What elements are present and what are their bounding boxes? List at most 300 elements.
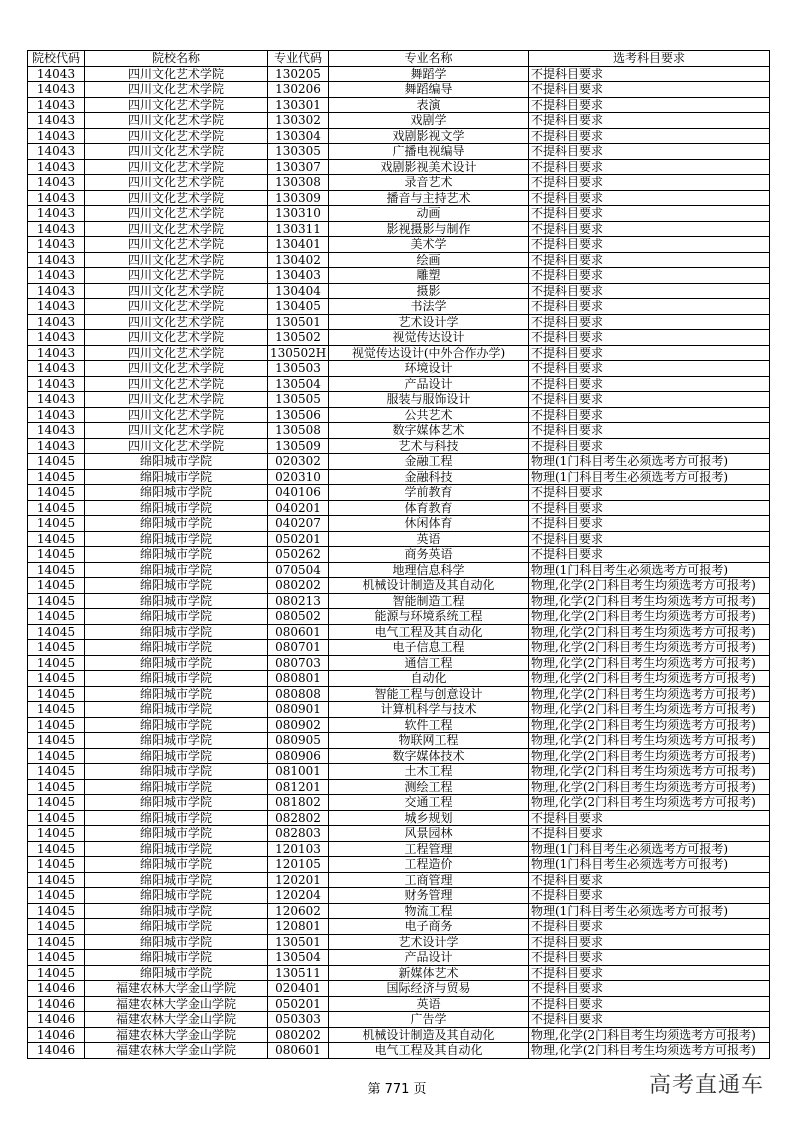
cell-school-name: 绵阳城市学院 — [85, 733, 268, 749]
cell-school-name: 四川文化艺术学院 — [85, 144, 268, 160]
table-header-row — [28, 51, 770, 67]
cell-major-code: 130302 — [268, 113, 329, 129]
cell-school-code: 14045 — [28, 748, 85, 764]
cell-school-code: 14045 — [28, 717, 85, 733]
cell-subject-requirement: 不提科目要求 — [529, 345, 770, 361]
cell-major-name: 艺术与科技 — [329, 438, 529, 454]
cell-school-code: 14043 — [28, 407, 85, 423]
cell-subject-requirement: 物理,化学(2门科目考生均须选考方可报考) — [529, 733, 770, 749]
cell-school-code: 14045 — [28, 857, 85, 873]
cell-school-name: 四川文化艺术学院 — [85, 361, 268, 377]
table-row — [28, 717, 770, 733]
cell-school-code: 14045 — [28, 671, 85, 687]
cell-school-code: 14045 — [28, 454, 85, 470]
cell-major-name: 休闲体育 — [329, 516, 529, 532]
cell-major-name: 商务英语 — [329, 547, 529, 563]
cell-major-name: 地理信息科学 — [329, 562, 529, 578]
cell-major-name: 测绘工程 — [329, 779, 529, 795]
cell-major-name: 英语 — [329, 996, 529, 1012]
cell-school-name: 四川文化艺术学院 — [85, 82, 268, 98]
cell-major-code: 020310 — [268, 469, 329, 485]
cell-major-code: 050201 — [268, 531, 329, 547]
cell-school-code: 14045 — [28, 841, 85, 857]
table-row — [28, 237, 770, 253]
cell-major-name: 通信工程 — [329, 655, 529, 671]
cell-school-name: 四川文化艺术学院 — [85, 345, 268, 361]
cell-major-code: 020302 — [268, 454, 329, 470]
cell-major-name: 书法学 — [329, 299, 529, 315]
cell-major-name: 自动化 — [329, 671, 529, 687]
cell-subject-requirement: 不提科目要求 — [529, 159, 770, 175]
cell-major-code: 130509 — [268, 438, 329, 454]
cell-major-code: 130311 — [268, 221, 329, 237]
cell-major-code: 130505 — [268, 392, 329, 408]
cell-major-name: 电子信息工程 — [329, 640, 529, 656]
cell-major-name: 舞蹈学 — [329, 66, 529, 82]
cell-school-name: 四川文化艺术学院 — [85, 159, 268, 175]
cell-subject-requirement: 不提科目要求 — [529, 516, 770, 532]
cell-major-name: 金融科技 — [329, 469, 529, 485]
cell-subject-requirement: 不提科目要求 — [529, 996, 770, 1012]
cell-school-code: 14043 — [28, 159, 85, 175]
cell-major-code: 130205 — [268, 66, 329, 82]
cell-major-code: 120602 — [268, 903, 329, 919]
cell-subject-requirement: 不提科目要求 — [529, 299, 770, 315]
cell-school-code: 14043 — [28, 190, 85, 206]
cell-major-code: 130506 — [268, 407, 329, 423]
cell-school-name: 绵阳城市学院 — [85, 500, 268, 516]
admission-table-container — [27, 50, 769, 1059]
cell-subject-requirement: 不提科目要求 — [529, 66, 770, 82]
table-row — [28, 221, 770, 237]
cell-major-name: 风景园林 — [329, 826, 529, 842]
cell-school-code: 14045 — [28, 965, 85, 981]
cell-subject-requirement: 物理,化学(2门科目考生均须选考方可报考) — [529, 795, 770, 811]
cell-subject-requirement: 不提科目要求 — [529, 82, 770, 98]
cell-school-code: 14045 — [28, 593, 85, 609]
cell-subject-requirement: 物理,化学(2门科目考生均须选考方可报考) — [529, 779, 770, 795]
cell-school-name: 绵阳城市学院 — [85, 593, 268, 609]
table-row — [28, 299, 770, 315]
cell-major-name: 金融工程 — [329, 454, 529, 470]
cell-school-code: 14045 — [28, 485, 85, 501]
table-row — [28, 810, 770, 826]
cell-school-code: 14046 — [28, 1012, 85, 1028]
header-school-code: 院校代码 — [28, 51, 85, 67]
cell-subject-requirement: 物理,化学(2门科目考生均须选考方可报考) — [529, 1027, 770, 1043]
cell-school-name: 绵阳城市学院 — [85, 841, 268, 857]
cell-major-code: 130308 — [268, 175, 329, 191]
cell-school-name: 福建农林大学金山学院 — [85, 1043, 268, 1059]
cell-school-name: 绵阳城市学院 — [85, 562, 268, 578]
cell-school-code: 14045 — [28, 888, 85, 904]
cell-major-name: 财务管理 — [329, 888, 529, 904]
cell-school-name: 绵阳城市学院 — [85, 810, 268, 826]
table-row — [28, 702, 770, 718]
cell-major-code: 130502 — [268, 330, 329, 346]
cell-school-code: 14045 — [28, 764, 85, 780]
table-row — [28, 547, 770, 563]
cell-subject-requirement: 不提科目要求 — [529, 872, 770, 888]
cell-subject-requirement: 物理(1门科目考生必须选考方可报考) — [529, 469, 770, 485]
cell-major-code: 130401 — [268, 237, 329, 253]
table-row — [28, 888, 770, 904]
table-row — [28, 283, 770, 299]
cell-school-name: 四川文化艺术学院 — [85, 283, 268, 299]
cell-school-code: 14043 — [28, 175, 85, 191]
cell-major-name: 影视摄影与制作 — [329, 221, 529, 237]
cell-school-name: 四川文化艺术学院 — [85, 330, 268, 346]
cell-subject-requirement: 不提科目要求 — [529, 965, 770, 981]
table-row — [28, 500, 770, 516]
admission-table — [27, 50, 770, 1059]
table-row — [28, 330, 770, 346]
table-row — [28, 516, 770, 532]
cell-school-name: 绵阳城市学院 — [85, 655, 268, 671]
cell-major-name: 戏剧学 — [329, 113, 529, 129]
cell-school-code: 14045 — [28, 609, 85, 625]
table-row — [28, 159, 770, 175]
cell-subject-requirement: 不提科目要求 — [529, 547, 770, 563]
table-row — [28, 128, 770, 144]
table-row — [28, 655, 770, 671]
cell-school-name: 绵阳城市学院 — [85, 671, 268, 687]
table-row — [28, 1012, 770, 1028]
table-row — [28, 438, 770, 454]
table-row — [28, 1043, 770, 1059]
cell-major-name: 电子商务 — [329, 919, 529, 935]
table-row — [28, 934, 770, 950]
table-row — [28, 190, 770, 206]
cell-major-name: 物流工程 — [329, 903, 529, 919]
table-row — [28, 671, 770, 687]
cell-subject-requirement: 物理,化学(2门科目考生均须选考方可报考) — [529, 702, 770, 718]
cell-school-name: 四川文化艺术学院 — [85, 237, 268, 253]
cell-major-name: 电气工程及其自动化 — [329, 624, 529, 640]
cell-school-name: 四川文化艺术学院 — [85, 221, 268, 237]
cell-subject-requirement: 物理(1门科目考生必须选考方可报考) — [529, 903, 770, 919]
cell-major-code: 082802 — [268, 810, 329, 826]
table-row — [28, 485, 770, 501]
cell-major-name: 艺术设计学 — [329, 934, 529, 950]
cell-school-code: 14043 — [28, 252, 85, 268]
cell-major-code: 080808 — [268, 686, 329, 702]
cell-school-name: 四川文化艺术学院 — [85, 128, 268, 144]
cell-major-code: 130304 — [268, 128, 329, 144]
cell-school-code: 14045 — [28, 469, 85, 485]
cell-major-code: 080801 — [268, 671, 329, 687]
cell-major-code: 040201 — [268, 500, 329, 516]
cell-major-code: 080601 — [268, 1043, 329, 1059]
table-row — [28, 423, 770, 439]
cell-school-name: 四川文化艺术学院 — [85, 407, 268, 423]
cell-major-code: 080502 — [268, 609, 329, 625]
cell-major-name: 计算机科学与技术 — [329, 702, 529, 718]
cell-subject-requirement: 不提科目要求 — [529, 268, 770, 284]
cell-major-code: 081201 — [268, 779, 329, 795]
cell-school-code: 14045 — [28, 810, 85, 826]
cell-subject-requirement: 不提科目要求 — [529, 330, 770, 346]
table-row — [28, 795, 770, 811]
table-row — [28, 314, 770, 330]
cell-major-name: 雕塑 — [329, 268, 529, 284]
cell-major-code: 130504 — [268, 950, 329, 966]
table-row — [28, 779, 770, 795]
cell-school-name: 绵阳城市学院 — [85, 919, 268, 935]
cell-major-name: 产品设计 — [329, 950, 529, 966]
cell-school-name: 绵阳城市学院 — [85, 795, 268, 811]
cell-school-name: 绵阳城市学院 — [85, 779, 268, 795]
cell-major-code: 050262 — [268, 547, 329, 563]
cell-school-name: 四川文化艺术学院 — [85, 268, 268, 284]
table-row — [28, 268, 770, 284]
table-row — [28, 903, 770, 919]
cell-school-name: 福建农林大学金山学院 — [85, 1012, 268, 1028]
cell-major-code: 130402 — [268, 252, 329, 268]
cell-school-code: 14045 — [28, 826, 85, 842]
cell-major-code: 040207 — [268, 516, 329, 532]
table-row — [28, 996, 770, 1012]
cell-school-code: 14043 — [28, 283, 85, 299]
cell-major-name: 绘画 — [329, 252, 529, 268]
cell-subject-requirement: 不提科目要求 — [529, 221, 770, 237]
cell-subject-requirement: 不提科目要求 — [529, 950, 770, 966]
cell-school-name: 四川文化艺术学院 — [85, 438, 268, 454]
cell-school-code: 14043 — [28, 268, 85, 284]
cell-school-name: 四川文化艺术学院 — [85, 175, 268, 191]
cell-school-code: 14045 — [28, 624, 85, 640]
cell-school-code: 14045 — [28, 919, 85, 935]
cell-major-code: 130405 — [268, 299, 329, 315]
table-row — [28, 686, 770, 702]
cell-major-name: 戏剧影视文学 — [329, 128, 529, 144]
cell-major-name: 美术学 — [329, 237, 529, 253]
cell-subject-requirement: 不提科目要求 — [529, 283, 770, 299]
table-row — [28, 748, 770, 764]
cell-major-name: 工程管理 — [329, 841, 529, 857]
cell-major-name: 艺术设计学 — [329, 314, 529, 330]
cell-school-name: 绵阳城市学院 — [85, 934, 268, 950]
cell-major-code: 130508 — [268, 423, 329, 439]
cell-major-code: 130309 — [268, 190, 329, 206]
cell-major-name: 舞蹈编导 — [329, 82, 529, 98]
cell-subject-requirement: 不提科目要求 — [529, 175, 770, 191]
cell-subject-requirement: 物理(1门科目考生必须选考方可报考) — [529, 562, 770, 578]
cell-subject-requirement: 不提科目要求 — [529, 888, 770, 904]
cell-major-code: 080905 — [268, 733, 329, 749]
cell-school-name: 绵阳城市学院 — [85, 531, 268, 547]
cell-major-code: 130501 — [268, 314, 329, 330]
cell-subject-requirement: 物理,化学(2门科目考生均须选考方可报考) — [529, 655, 770, 671]
cell-major-name: 录音艺术 — [329, 175, 529, 191]
cell-school-code: 14045 — [28, 562, 85, 578]
cell-major-code: 082803 — [268, 826, 329, 842]
cell-major-name: 机械设计制造及其自动化 — [329, 578, 529, 594]
cell-subject-requirement: 不提科目要求 — [529, 361, 770, 377]
cell-school-code: 14046 — [28, 1043, 85, 1059]
table-row — [28, 578, 770, 594]
cell-subject-requirement: 不提科目要求 — [529, 237, 770, 253]
cell-subject-requirement: 不提科目要求 — [529, 423, 770, 439]
cell-major-name: 视觉传达设计 — [329, 330, 529, 346]
cell-school-name: 绵阳城市学院 — [85, 578, 268, 594]
header-school-name: 院校名称 — [85, 51, 268, 67]
cell-major-name: 土木工程 — [329, 764, 529, 780]
cell-subject-requirement: 不提科目要求 — [529, 376, 770, 392]
cell-major-code: 130305 — [268, 144, 329, 160]
cell-school-code: 14045 — [28, 500, 85, 516]
cell-major-code: 050201 — [268, 996, 329, 1012]
cell-subject-requirement: 不提科目要求 — [529, 252, 770, 268]
cell-school-code: 14043 — [28, 82, 85, 98]
table-row — [28, 872, 770, 888]
cell-school-name: 绵阳城市学院 — [85, 748, 268, 764]
cell-major-name: 广播电视编导 — [329, 144, 529, 160]
table-row — [28, 392, 770, 408]
cell-school-name: 福建农林大学金山学院 — [85, 981, 268, 997]
cell-major-code: 130501 — [268, 934, 329, 950]
cell-subject-requirement: 不提科目要求 — [529, 128, 770, 144]
table-row — [28, 1027, 770, 1043]
page-number: 第 771 页 — [367, 1082, 427, 1097]
cell-major-name: 物联网工程 — [329, 733, 529, 749]
cell-major-name: 体育教育 — [329, 500, 529, 516]
cell-major-name: 服装与服饰设计 — [329, 392, 529, 408]
cell-subject-requirement: 物理,化学(2门科目考生均须选考方可报考) — [529, 1043, 770, 1059]
cell-school-code: 14045 — [28, 934, 85, 950]
table-row — [28, 841, 770, 857]
cell-school-code: 14045 — [28, 903, 85, 919]
cell-major-name: 交通工程 — [329, 795, 529, 811]
cell-major-code: 120204 — [268, 888, 329, 904]
cell-school-code: 14045 — [28, 795, 85, 811]
cell-school-code: 14043 — [28, 376, 85, 392]
cell-major-code: 130301 — [268, 97, 329, 113]
cell-subject-requirement: 物理(1门科目考生必须选考方可报考) — [529, 857, 770, 873]
cell-subject-requirement: 不提科目要求 — [529, 113, 770, 129]
cell-school-name: 绵阳城市学院 — [85, 547, 268, 563]
cell-school-name: 绵阳城市学院 — [85, 764, 268, 780]
cell-school-name: 绵阳城市学院 — [85, 872, 268, 888]
cell-school-name: 四川文化艺术学院 — [85, 392, 268, 408]
cell-major-name: 数字媒体艺术 — [329, 423, 529, 439]
cell-school-name: 绵阳城市学院 — [85, 950, 268, 966]
cell-major-name: 视觉传达设计(中外合作办学) — [329, 345, 529, 361]
cell-school-name: 四川文化艺术学院 — [85, 423, 268, 439]
cell-major-code: 130504 — [268, 376, 329, 392]
cell-subject-requirement: 物理,化学(2门科目考生均须选考方可报考) — [529, 717, 770, 733]
table-row — [28, 82, 770, 98]
cell-subject-requirement: 不提科目要求 — [529, 438, 770, 454]
cell-subject-requirement: 不提科目要求 — [529, 981, 770, 997]
cell-major-name: 城乡规划 — [329, 810, 529, 826]
cell-school-name: 绵阳城市学院 — [85, 516, 268, 532]
cell-major-code: 120201 — [268, 872, 329, 888]
cell-major-name: 动画 — [329, 206, 529, 222]
cell-major-code: 130206 — [268, 82, 329, 98]
cell-subject-requirement: 物理,化学(2门科目考生均须选考方可报考) — [529, 764, 770, 780]
cell-school-code: 14046 — [28, 981, 85, 997]
cell-major-name: 工商管理 — [329, 872, 529, 888]
cell-school-name: 四川文化艺术学院 — [85, 113, 268, 129]
cell-major-code: 120103 — [268, 841, 329, 857]
cell-major-code: 080701 — [268, 640, 329, 656]
cell-subject-requirement: 不提科目要求 — [529, 826, 770, 842]
cell-school-code: 14043 — [28, 330, 85, 346]
cell-subject-requirement: 不提科目要求 — [529, 810, 770, 826]
table-row — [28, 531, 770, 547]
table-row — [28, 733, 770, 749]
cell-school-code: 14043 — [28, 237, 85, 253]
cell-major-code: 130403 — [268, 268, 329, 284]
table-row — [28, 981, 770, 997]
cell-subject-requirement: 物理(1门科目考生必须选考方可报考) — [529, 454, 770, 470]
cell-subject-requirement: 不提科目要求 — [529, 1012, 770, 1028]
cell-school-name: 绵阳城市学院 — [85, 640, 268, 656]
cell-major-code: 130404 — [268, 283, 329, 299]
cell-subject-requirement: 物理,化学(2门科目考生均须选考方可报考) — [529, 640, 770, 656]
cell-major-name: 英语 — [329, 531, 529, 547]
table-row — [28, 66, 770, 82]
cell-subject-requirement: 不提科目要求 — [529, 392, 770, 408]
cell-major-code: 130307 — [268, 159, 329, 175]
cell-school-code: 14043 — [28, 113, 85, 129]
header-major-code: 专业代码 — [268, 51, 329, 67]
table-row — [28, 919, 770, 935]
table-row — [28, 407, 770, 423]
cell-subject-requirement: 物理,化学(2门科目考生均须选考方可报考) — [529, 578, 770, 594]
cell-school-name: 四川文化艺术学院 — [85, 299, 268, 315]
cell-subject-requirement: 不提科目要求 — [529, 500, 770, 516]
cell-major-name: 摄影 — [329, 283, 529, 299]
cell-school-name: 绵阳城市学院 — [85, 717, 268, 733]
cell-school-code: 14046 — [28, 1027, 85, 1043]
cell-school-code: 14043 — [28, 361, 85, 377]
cell-major-code: 040106 — [268, 485, 329, 501]
cell-subject-requirement: 不提科目要求 — [529, 531, 770, 547]
cell-school-code: 14045 — [28, 686, 85, 702]
table-row — [28, 454, 770, 470]
cell-major-name: 戏剧影视美术设计 — [329, 159, 529, 175]
cell-school-code: 14043 — [28, 144, 85, 160]
table-row — [28, 252, 770, 268]
cell-school-code: 14043 — [28, 392, 85, 408]
brand-watermark-text: 高考直通车 — [648, 1073, 764, 1098]
cell-subject-requirement: 物理,化学(2门科目考生均须选考方可报考) — [529, 686, 770, 702]
cell-school-name: 福建农林大学金山学院 — [85, 996, 268, 1012]
cell-school-code: 14043 — [28, 66, 85, 82]
cell-school-name: 四川文化艺术学院 — [85, 206, 268, 222]
cell-major-name: 能源与环境系统工程 — [329, 609, 529, 625]
cell-major-code: 080703 — [268, 655, 329, 671]
cell-subject-requirement: 不提科目要求 — [529, 919, 770, 935]
cell-major-name: 机械设计制造及其自动化 — [329, 1027, 529, 1043]
table-row — [28, 345, 770, 361]
table-row — [28, 965, 770, 981]
cell-school-name: 福建农林大学金山学院 — [85, 1027, 268, 1043]
cell-school-name: 绵阳城市学院 — [85, 965, 268, 981]
cell-school-code: 14043 — [28, 423, 85, 439]
cell-school-code: 14045 — [28, 872, 85, 888]
cell-school-code: 14043 — [28, 438, 85, 454]
cell-school-name: 绵阳城市学院 — [85, 624, 268, 640]
table-row — [28, 562, 770, 578]
cell-major-code: 130503 — [268, 361, 329, 377]
table-row — [28, 624, 770, 640]
table-row — [28, 361, 770, 377]
cell-school-name: 四川文化艺术学院 — [85, 190, 268, 206]
cell-school-code: 14045 — [28, 779, 85, 795]
